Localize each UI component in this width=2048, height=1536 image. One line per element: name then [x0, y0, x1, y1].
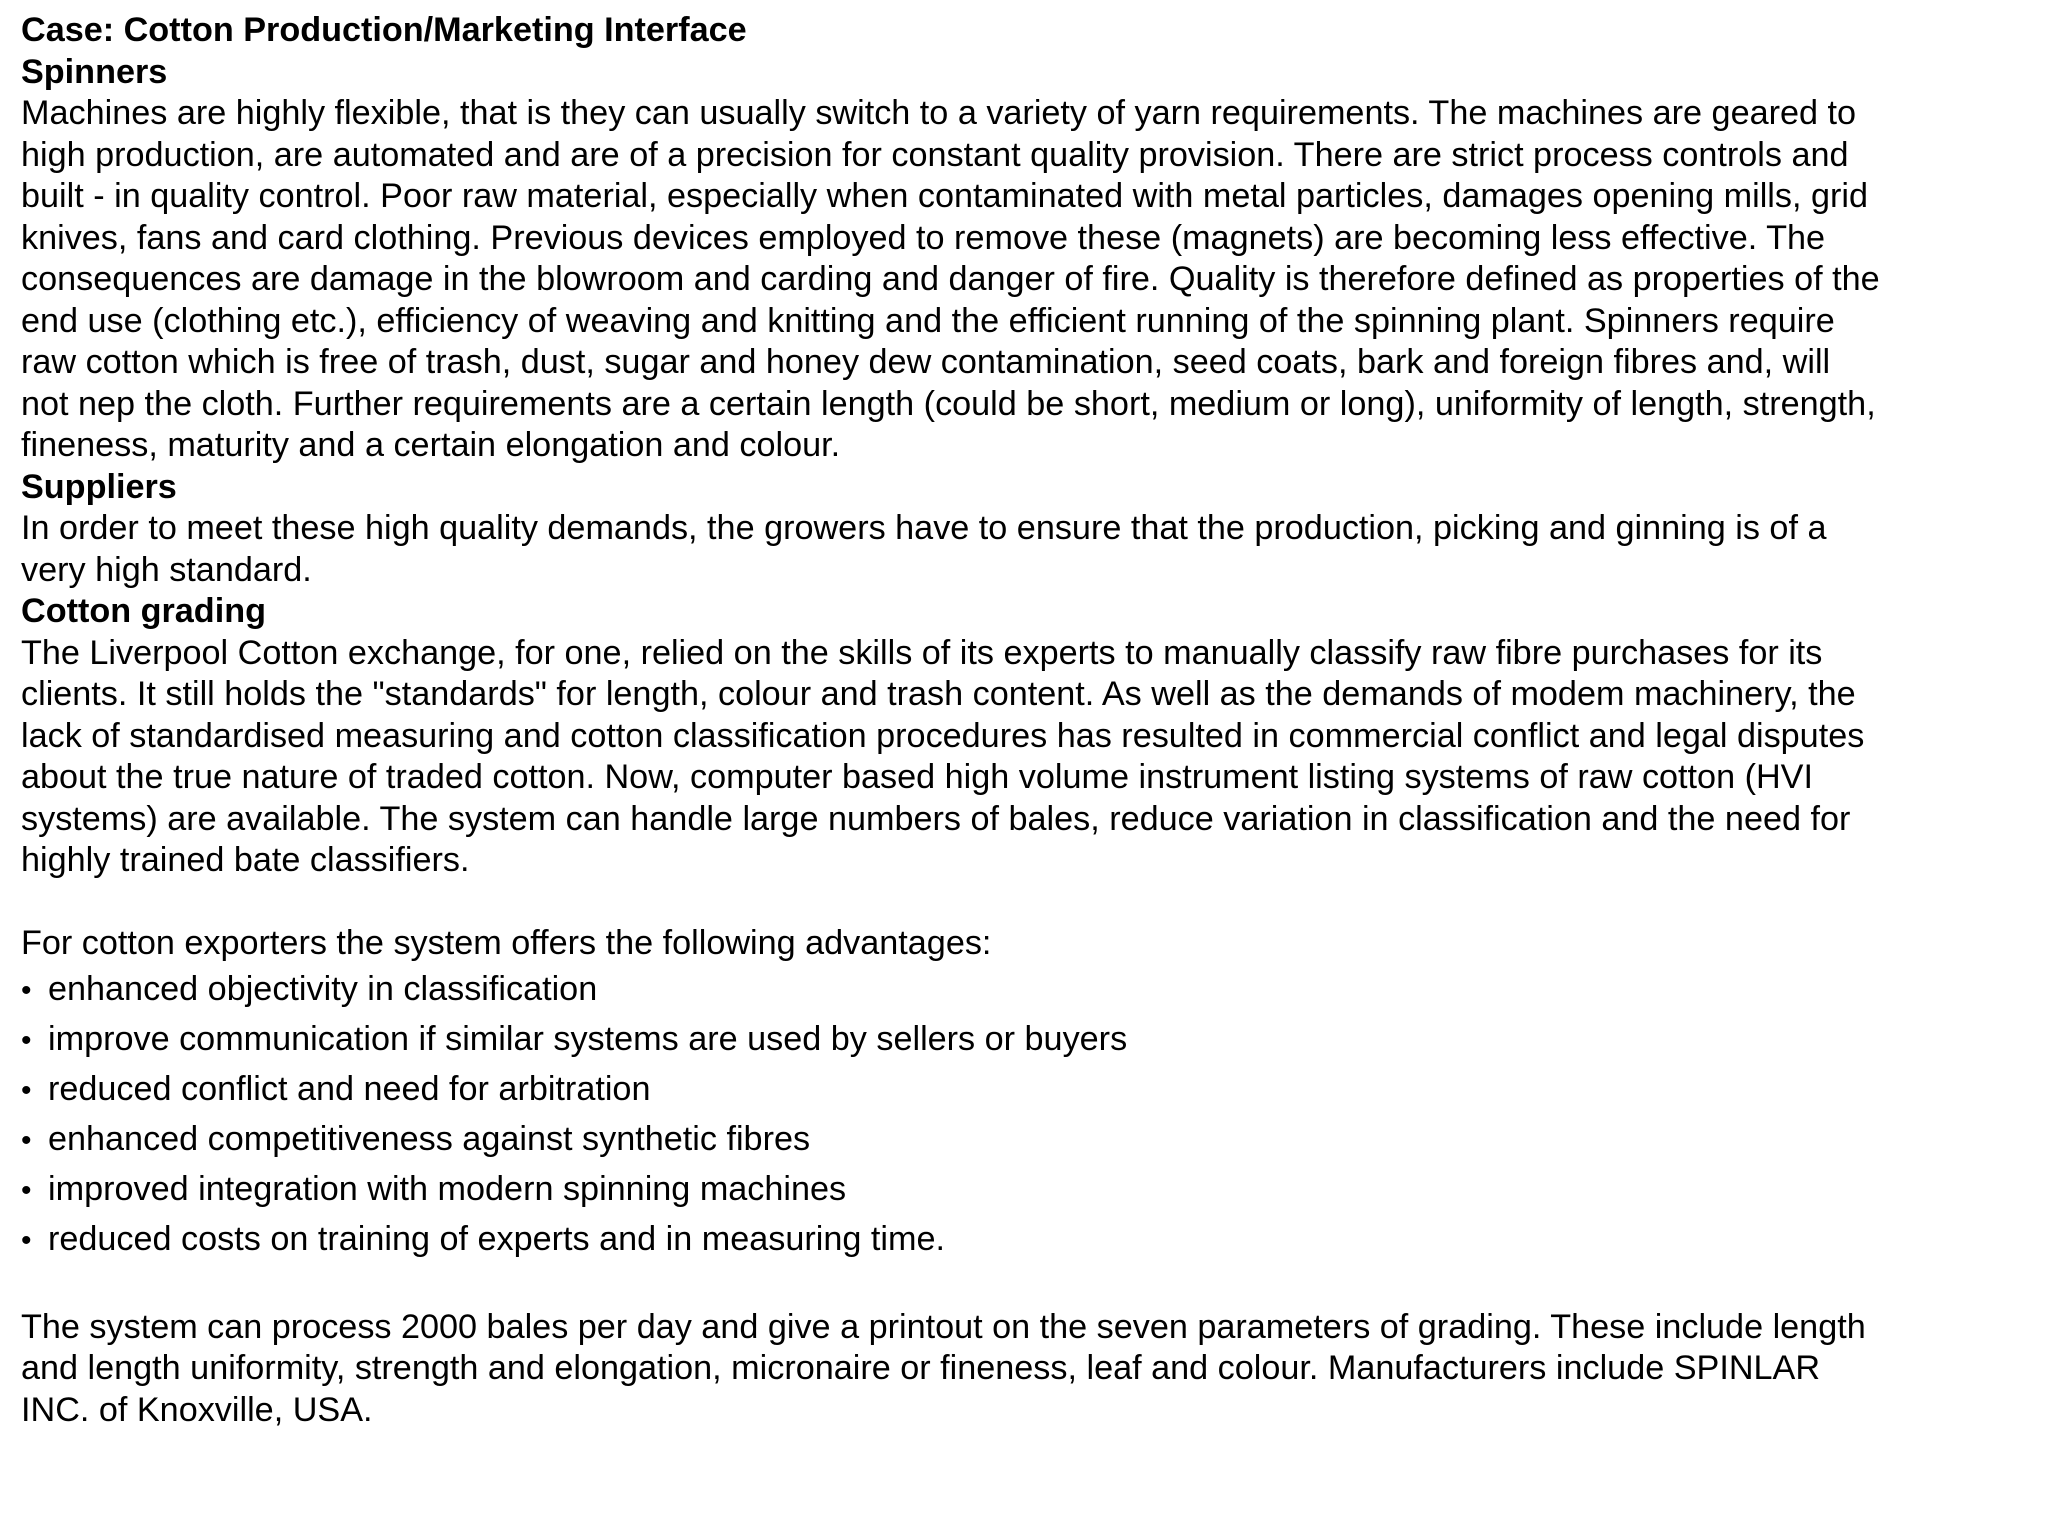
paragraph-line: lack of standardised measuring and cotton classification procedures has resulted in commercial conflict and legal disputes: [21, 716, 1865, 755]
suppliers-paragraph: [21, 508, 2031, 591]
list-item-text: reduced costs on training of experts and in measuring time.: [48, 1219, 945, 1258]
paragraph-line: The Liverpool Cotton exchange, for one, relied on the skills of its experts to manually classify raw fibre purchases for its: [21, 633, 1823, 672]
paragraph-line: highly trained bate classifiers.: [21, 841, 470, 879]
list-item-text: improve communication if similar systems are used by sellers or buyers: [48, 1019, 1128, 1058]
paragraph-line: fineness, maturity and a certain elongation and colour.: [21, 426, 841, 464]
bullet-icon: •: [21, 1123, 32, 1157]
paragraph-line: INC. of Knoxville, USA.: [21, 1390, 373, 1429]
advantages-list: [21, 965, 2031, 1265]
list-item: [21, 1165, 2031, 1215]
paragraph-line: The system can process 2000 bales per day and give a printout on the seven parameters of grading. These include length: [21, 1307, 1866, 1346]
paragraph-line: raw cotton which is free of trash, dust, sugar and honey dew contamination, seed coats, bark and foreign fibres and, will: [21, 343, 1831, 381]
bullet-icon: •: [21, 1023, 32, 1057]
spinners-paragraph: [21, 93, 2031, 467]
cotton-grading-paragraph: [21, 633, 2031, 882]
paragraph-line: and length uniformity, strength and elongation, micronaire or fineness, leaf and colour. Manufacturers include SPINLAR: [21, 1349, 1821, 1387]
paragraph-line: consequences are damage in the blowroom and carding and danger of fire. Quality is therefore defined as properties of the: [21, 260, 1880, 298]
paragraph-line: systems) are available. The system can handle large numbers of bales, reduce variation in classification and the need for: [21, 799, 1851, 838]
list-item-text: enhanced objectivity in classification: [48, 969, 598, 1008]
paragraph-spacer: [21, 1265, 2031, 1307]
closing-paragraph: [21, 1307, 2031, 1432]
advantages-intro: [21, 923, 2031, 965]
paragraph-line: built - in quality control. Poor raw material, especially when contaminated with metal particles, damages opening mills, grid: [21, 177, 1868, 215]
bullet-icon: •: [21, 973, 32, 1007]
list-item: [21, 965, 2031, 1015]
list-item-text: improved integration with modern spinning machines: [48, 1169, 847, 1208]
bullet-icon: •: [21, 1073, 32, 1107]
paragraph-line: very high standard.: [21, 550, 312, 589]
section-heading-cotton-grading: Cotton grading: [21, 592, 266, 630]
bullet-icon: •: [21, 1223, 32, 1257]
advantages-intro-text: For cotton exporters the system offers the following advantages:: [21, 924, 992, 962]
paragraph-line: about the true nature of traded cotton. Now, computer based high volume instrument listing systems of raw cotton (HVI: [21, 758, 1813, 796]
section-heading-suppliers: Suppliers: [21, 467, 177, 506]
paragraph-line: knives, fans and card clothing. Previous devices employed to remove these (magnets) are becoming less effective. The: [21, 218, 1826, 257]
paragraph-spacer: [21, 882, 2031, 924]
list-item-text: reduced conflict and need for arbitration: [48, 1069, 651, 1108]
paragraph-line: Machines are highly flexible, that is they can usually switch to a variety of yarn requirements. The machines are geared to: [21, 94, 1857, 132]
list-item: [21, 1215, 2031, 1265]
paragraph-line: In order to meet these high quality demands, the growers have to ensure that the production, picking and ginning is of a: [21, 509, 1827, 547]
list-item: [21, 1115, 2031, 1165]
bullet-icon: •: [21, 1173, 32, 1207]
paragraph-line: clients. It still holds the "standards" for length, colour and trash content. As well as the demands of modem machinery, the: [21, 675, 1856, 713]
list-item: [21, 1065, 2031, 1115]
paragraph-line: high production, are automated and are of a precision for constant quality provision. There are strict process controls and: [21, 135, 1849, 174]
list-item-text: enhanced competitiveness against synthetic fibres: [48, 1119, 811, 1158]
list-item: [21, 1015, 2031, 1065]
document-title: Case: Cotton Production/Marketing Interface: [21, 11, 747, 49]
document-page: [21, 10, 2031, 1431]
paragraph-line: not nep the cloth. Further requirements are a certain length (could be short, medium or long), uniformity of length, strength,: [21, 384, 1876, 423]
section-heading-spinners: Spinners: [21, 52, 168, 91]
paragraph-line: end use (clothing etc.), efficiency of weaving and knitting and the efficient running of the spinning plant. Spinners require: [21, 301, 1835, 340]
